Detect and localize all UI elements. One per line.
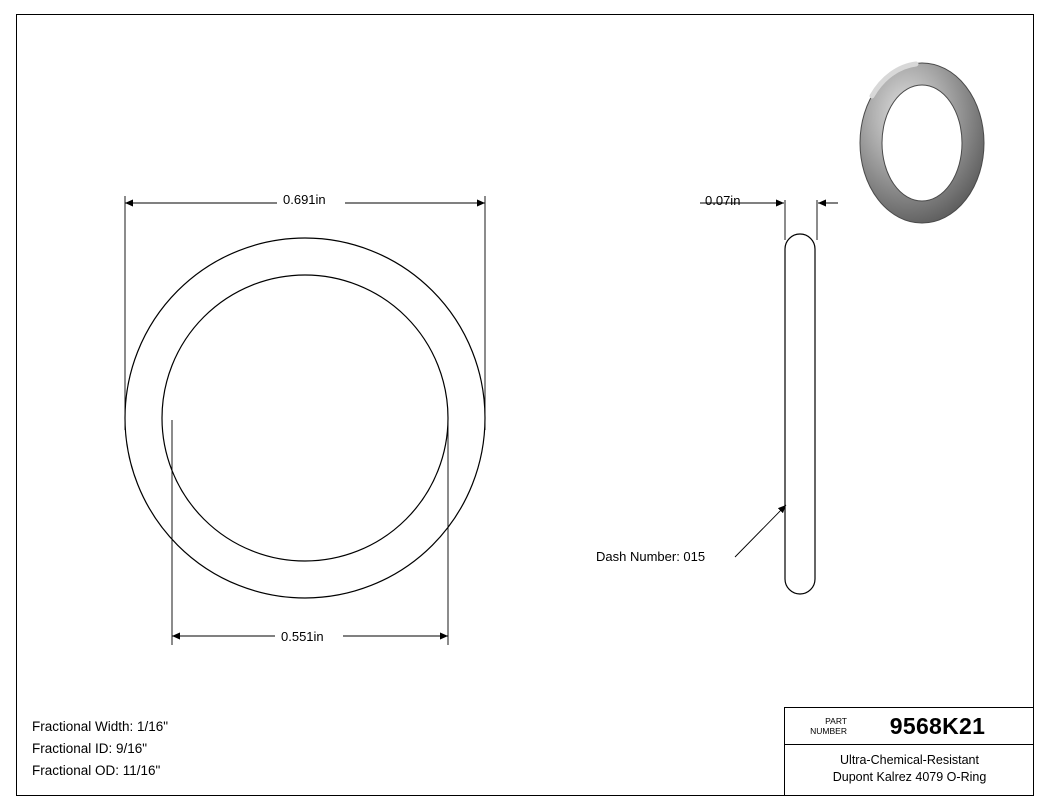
part-number-label	[785, 716, 847, 736]
od-dimension-label: 0.691in	[283, 192, 326, 207]
cross-section-dimension-label: 0.07in	[705, 193, 741, 208]
spec-fractional-id: Fractional ID: 9/16"	[32, 741, 148, 756]
spec-fractional-width: Fractional Width: 1/16"	[32, 719, 169, 734]
id-dimension-label: 0.551in	[281, 629, 324, 644]
sheet-border	[16, 14, 1034, 796]
product-description-line1: Ultra-Chemical-Resistant	[840, 753, 979, 767]
title-block-part-row	[785, 708, 1034, 745]
part-number-value: 9568K21	[889, 712, 986, 739]
dash-number-label: Dash Number: 015	[596, 549, 706, 564]
specification-list	[32, 716, 168, 782]
part-number-label-line1: PART	[825, 716, 847, 726]
product-description	[785, 745, 1034, 786]
title-block	[784, 707, 1034, 796]
product-description-line2: Dupont Kalrez 4079 O-Ring	[832, 770, 987, 784]
spec-fractional-od: Fractional OD: 11/16"	[32, 763, 161, 778]
part-number-label-line2: NUMBER	[810, 726, 847, 736]
